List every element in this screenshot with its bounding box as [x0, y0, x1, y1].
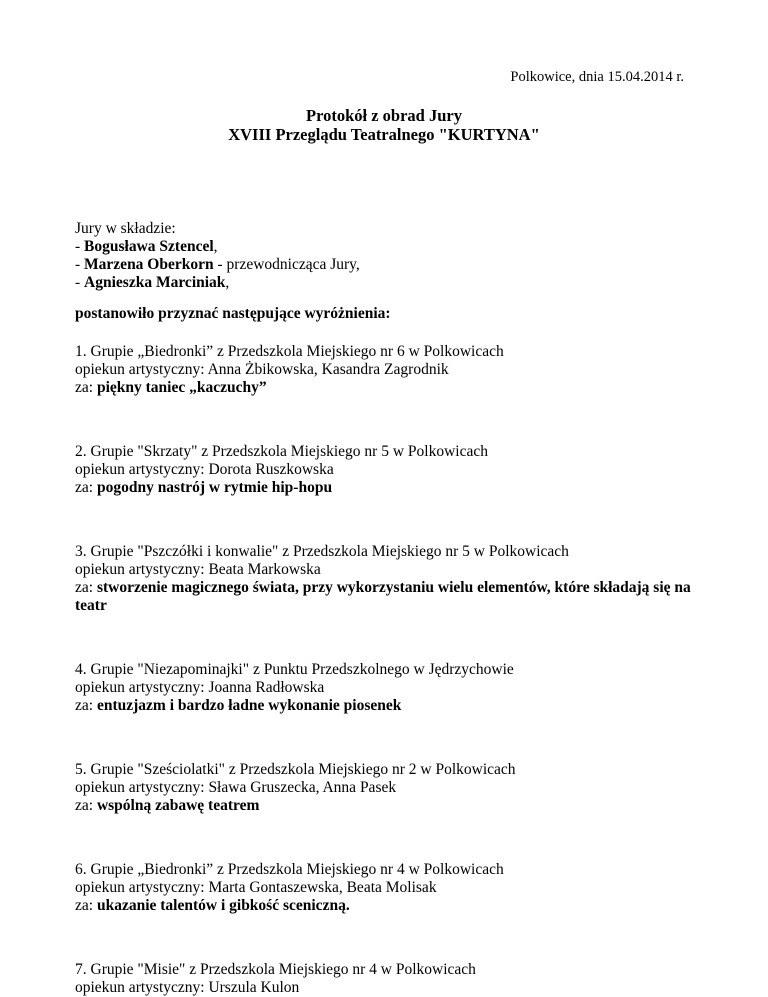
- award-item: [75, 961, 695, 997]
- jury-member: [75, 274, 695, 292]
- award-reason: [75, 897, 695, 915]
- jury-member-name: Bogusława Sztencel: [84, 238, 214, 255]
- jury-member: [75, 238, 695, 256]
- date-line: Polkowice, dnia 15.04.2014 r.: [510, 69, 684, 85]
- award-reason-text: ukazanie talentów i gibkość sceniczną.: [96, 897, 350, 914]
- award-group: 4. Grupie "Niezapominajki" z Punktu Przedszkolnego w Jędrzychowie: [75, 661, 514, 678]
- award-reason-prefix: za:: [75, 697, 97, 714]
- award-reason-text: wspólną zabawę teatrem: [96, 797, 260, 814]
- award-reason-text: pogodny nastrój w rytmie hip-hopu: [96, 479, 333, 496]
- award-group: 2. Grupie "Skrzaty" z Przedszkola Miejskiego nr 5 w Polkowicach: [75, 443, 488, 460]
- award-item: [75, 861, 695, 915]
- title-line-2: XVIII Przeglądu Teatralnego "KURTYNA": [228, 125, 540, 144]
- award-reason-prefix: za:: [75, 797, 97, 814]
- award-reason-prefix: za:: [75, 479, 97, 496]
- document-title: [0, 106, 768, 144]
- award-group: 3. Grupie "Pszczółki i konwalie" z Przedszkola Miejskiego nr 5 w Polkowicach: [75, 543, 569, 560]
- award-reason: [75, 579, 695, 615]
- award-group: 7. Grupie "Misie" z Przedszkola Miejskiego nr 4 w Polkowicach: [75, 961, 476, 978]
- award-reason-prefix: za:: [75, 897, 97, 914]
- award-reason-text: piękny taniec „kaczuchy”: [96, 379, 267, 396]
- award-item: [75, 543, 695, 615]
- award-group: 1. Grupie „Biedronki” z Przedszkola Miejskiego nr 6 w Polkowicach: [75, 343, 504, 360]
- award-reason-text: stworzenie magicznego świata, przy wykorzystaniu wielu elementów, które składają się na teatr: [75, 579, 691, 614]
- jury-member-name: Marzena Oberkorn: [84, 256, 214, 273]
- jury-member-prefix: -: [75, 274, 85, 291]
- award-tutor: opiekun artystyczny: Beata Markowska: [75, 561, 321, 578]
- jury-member-prefix: -: [75, 238, 85, 255]
- jury-heading: Jury w składzie:: [75, 220, 176, 237]
- document-body: [75, 220, 695, 997]
- award-item: [75, 761, 695, 815]
- award-item: [75, 661, 695, 715]
- award-reason: [75, 479, 695, 497]
- award-tutor: opiekun artystyczny: Sława Gruszecka, Anna Pasek: [75, 779, 397, 796]
- award-reason: [75, 797, 695, 815]
- award-item: [75, 443, 695, 497]
- award-tutor: opiekun artystyczny: Dorota Ruszkowska: [75, 461, 334, 478]
- award-tutor: opiekun artystyczny: Marta Gontaszewska, Beata Molisak: [75, 879, 437, 896]
- title-line-1: Protokół z obrad Jury: [306, 106, 462, 125]
- jury-member: [75, 256, 695, 274]
- award-reason-text: entuzjazm i bardzo ładne wykonanie piosenek: [96, 697, 402, 714]
- jury-member-suffix: ,: [225, 274, 230, 291]
- award-reason-prefix: za:: [75, 379, 97, 396]
- awards-intro: postanowiło przyznać następujące wyróżnienia:: [75, 305, 391, 322]
- award-reason: [75, 379, 695, 397]
- award-group: 5. Grupie "Sześciolatki" z Przedszkola Miejskiego nr 2 w Polkowicach: [75, 761, 516, 778]
- jury-member-name: Agnieszka Marciniak: [84, 274, 226, 291]
- award-tutor: opiekun artystyczny: Anna Żbikowska, Kasandra Zagrodnik: [75, 361, 449, 378]
- award-reason: [75, 697, 695, 715]
- jury-member-suffix: ,: [213, 238, 218, 255]
- award-tutor: opiekun artystyczny: Urszula Kulon: [75, 979, 300, 996]
- jury-section: [75, 220, 695, 292]
- jury-member-prefix: -: [75, 256, 85, 273]
- jury-member-suffix: - przewodnicząca Jury,: [213, 256, 360, 273]
- award-item: [75, 343, 695, 397]
- award-tutor: opiekun artystyczny: Joanna Radłowska: [75, 679, 325, 696]
- award-reason-prefix: za:: [75, 579, 97, 596]
- award-group: 6. Grupie „Biedronki” z Przedszkola Miejskiego nr 4 w Polkowicach: [75, 861, 504, 878]
